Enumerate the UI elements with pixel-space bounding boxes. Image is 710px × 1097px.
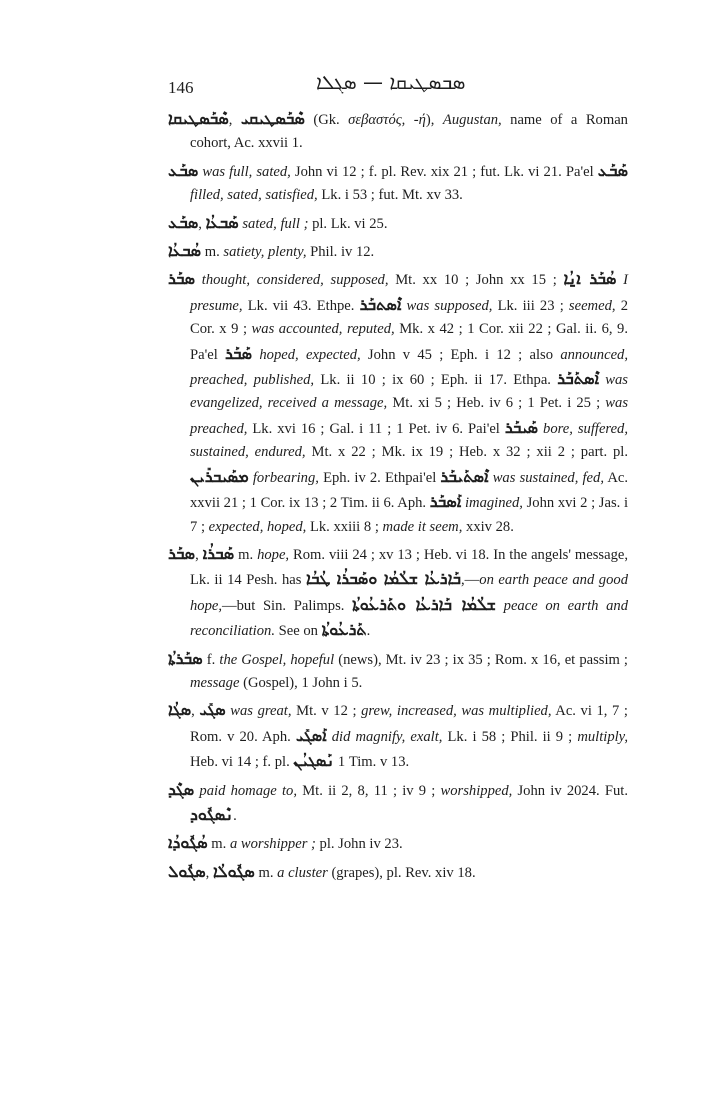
reference-text: . (233, 807, 237, 824)
reference-text: , (198, 215, 206, 232)
english-gloss: a cluster (277, 864, 328, 881)
reference-text: ,— (461, 572, 480, 589)
reference-text: Mt. xi 5 ; Heb. iv 6 ; 1 Pet. i 25 ; (387, 395, 606, 412)
english-gloss: paid homage to, (199, 782, 297, 799)
english-gloss: satiety, plenty, (223, 244, 307, 261)
reference-text: , (205, 864, 213, 881)
dictionary-entry (168, 860, 628, 885)
dictionary-entries (168, 107, 628, 888)
reference-text: m. (207, 836, 230, 853)
english-gloss: filled, sated, satisfied, (190, 187, 318, 204)
reference-text: f. (202, 651, 220, 668)
english-gloss: a worshipper ; (229, 836, 316, 853)
reference-text: , (195, 546, 203, 563)
english-gloss: made it seem, (382, 518, 463, 535)
english-gloss: bore, suffered, sustained, endured, (190, 420, 628, 461)
syriac-headword: ܣܰܒܪܳܐ (202, 543, 235, 563)
english-gloss: imagined, (464, 495, 523, 512)
reference-text: m. (254, 864, 278, 881)
english-gloss: announced, preached, published, (190, 346, 628, 389)
reference-text: xxiv 28. (462, 518, 514, 535)
syriac-headword: ܐܶܣܬܰܝܒܰܪ (440, 466, 489, 486)
syriac-headword: ܬܰܪܥܳܘܬܳܐ (321, 620, 367, 640)
english-gloss: Augustan, (442, 112, 502, 128)
reference-text: (Gospel), 1 John i 5. (239, 674, 363, 691)
reference-text: Lk. xvi 16 ; Gal. i 11 ; 1 Pet. iv 6. Pai'el (247, 420, 505, 437)
english-gloss: was great, (230, 703, 292, 720)
reference-text: Lk. i 53 ; fut. Mt. xv 33. (317, 187, 463, 204)
reference-text: (grapes), pl. Rev. xiv 18. (327, 864, 476, 881)
syriac-headword: ܣܒܰܪܬܳܐ (168, 648, 203, 668)
syriac-headword: ܣܒܰܪ (168, 269, 196, 289)
dictionary-entry (168, 107, 628, 156)
english-gloss: was full, sated, (202, 163, 291, 180)
english-gloss: worshipped, (440, 782, 513, 799)
english-gloss: expected, hoped, (208, 518, 307, 535)
syriac-headword: ܣܓܳܐ (168, 700, 192, 720)
syriac-headword: ܫܠܳܡܳܐ ܒܰܐܪܥܳܐ ܘܬܰܪܥܳܘܬܳܐ (352, 594, 496, 614)
syriac-headword: ܐܶܣܬܰܒܰܪ (557, 369, 599, 389)
syriac-headword: ܣܰܒܰܪ (225, 343, 253, 363)
greek-word: σεβαστός, -ή (348, 112, 426, 128)
english-gloss: multiply, (577, 728, 628, 745)
syriac-headword: ܡܣܰܝܒܪܺܝܢ (190, 466, 249, 486)
english-gloss: grew, increased, was multiplied, (361, 703, 552, 720)
english-gloss: hoped, expected, (259, 346, 361, 363)
syriac-headword: ܣܓܶܕ (168, 779, 195, 799)
syriac-headword: ܣܰܝܒܰܪ (504, 417, 539, 437)
syriac-headword: ܐܶܣܬܒܰܪ (359, 294, 402, 314)
dictionary-entry (168, 778, 628, 829)
english-gloss: was evangelized, received a message, (190, 372, 628, 412)
dictionary-entry (168, 542, 628, 644)
reference-text: —but Sin. Palimps. (222, 597, 353, 614)
english-gloss: on earth peace and good hope, (190, 572, 628, 614)
reference-text: Lk. ii 10 ; ix 60 ; Eph. ii 17. Ethpa. (314, 372, 558, 389)
reference-text: m. (234, 546, 258, 563)
syriac-headword: ܣܳܒܰܪ ܐ̱ܢܳܐ (563, 269, 617, 289)
reference-text: Mt. v 12 ; (291, 703, 362, 720)
english-gloss: was supposed, (406, 297, 493, 314)
reference-text: John vi 12 ; f. pl. Rev. xix 21 ; fut. Lk. vi 21. Pa'el (290, 163, 598, 180)
english-gloss: sated, full ; (242, 215, 309, 232)
syriac-headword: ܣܓܽܘܠ (168, 861, 206, 881)
dictionary-entry (168, 831, 628, 856)
english-gloss: seemed, (568, 297, 616, 314)
reference-text: name of a Roman cohort, Ac. xxvii 1. (190, 112, 628, 152)
syriac-headword: ܣܶܒܰܣܛܝܩܐ (168, 109, 229, 128)
reference-text: , (228, 112, 241, 128)
reference-text: Eph. iv 2. Ethpai'el (318, 469, 441, 486)
reference-text: Mk. x 42 ; 1 Cor. xii 22 ; Gal. ii. 6, 9. Pa'el (190, 321, 628, 363)
english-gloss: was preached, (190, 395, 629, 437)
syriac-headword: ܣܒܰܥ (168, 160, 199, 180)
english-gloss: peace on earth and reconciliation. (190, 597, 628, 640)
dictionary-entry (168, 698, 628, 774)
reference-text: John iv 2024. Fut. (512, 782, 628, 799)
reference-text: pl. Lk. vi 25. (308, 215, 388, 232)
page-number: 146 (168, 78, 194, 97)
reference-text (195, 272, 202, 288)
syriac-headword: ܒܰܐܪܥܳܐ ܫܠܳܡܳܐ ܘܣܰܒܪܳܐ ܛܳܒܳܐ (306, 569, 462, 589)
english-gloss: I presume, (190, 272, 628, 314)
reference-text: (Gk. (304, 112, 349, 128)
syriac-headword: ܐܰܣܒܰܪ (429, 492, 462, 512)
english-gloss: did magnify, exalt, (331, 728, 443, 745)
reference-text: Ac. xxvii 21 ; 1 Cor. ix 13 ; 2 Tim. ii 6. Aph. (190, 469, 628, 512)
dictionary-entry (168, 239, 628, 264)
reference-text: pl. John iv 23. (315, 836, 403, 853)
dictionary-entry (168, 647, 628, 696)
syriac-headword: ܣܒܰܪ (168, 543, 196, 563)
reference-text: Mt. xx 10 ; John xx 15 ; (388, 272, 564, 289)
syriac-headword: ܣܒܰܥ (168, 212, 199, 232)
reference-text: Rom. viii 24 ; xv 13 ; Heb. vi 18. In the angels' message, Lk. ii 14 Pesh. has (190, 546, 628, 589)
reference-text: 2 Cor. x 9 ; (190, 297, 628, 338)
syriac-headword: ܣܓܽܘܠܳܐ (212, 861, 255, 881)
reference-text: Lk. i 58 ; Phil. ii 9 ; (442, 728, 578, 745)
running-title: ܣܒܣܛܝܩܐ — ܣܓܠܐ (316, 70, 466, 94)
reference-text: Ac. vi 1, 7 ; Rom. v 20. Aph. (190, 703, 628, 745)
syriac-headword: ܣܰܒܥܳܐ (205, 212, 239, 232)
reference-text: John xvi 2 ; Jas. i 7 ; (190, 495, 629, 535)
syriac-headword: ܣܳܒܥܳܐ (168, 241, 202, 261)
reference-text: 1 Tim. v 13. (334, 754, 410, 771)
english-gloss: was accounted, reputed, (251, 321, 395, 338)
syriac-headword: ܢܶܣܓܽܘܕ (190, 804, 234, 824)
english-gloss: thought, considered, supposed, (201, 272, 389, 289)
syriac-headword: ܢܰܣܓܝܳܢ (293, 751, 335, 771)
reference-text: , (191, 703, 200, 720)
english-gloss: forbearing, (252, 469, 319, 486)
dictionary-entry (168, 211, 628, 236)
reference-text: See on (274, 623, 322, 640)
reference-text: Lk. iii 23 ; (492, 297, 569, 314)
reference-text: Lk. xxiii 8 ; (306, 518, 383, 535)
reference-text: (news), Mt. iv 23 ; ix 35 ; Rom. x 16, et passim ; (334, 651, 628, 668)
syriac-headword: ܣܓܺܝ (199, 700, 226, 720)
reference-text: Heb. vi 14 ; f. pl. (190, 754, 294, 771)
reference-text (496, 598, 504, 614)
english-gloss: message (190, 674, 240, 691)
reference-text: Mt. ii 2, 8, 11 ; iv 9 ; (296, 782, 441, 799)
english-gloss: hope, (257, 546, 290, 563)
english-gloss: was sustained, fed, (492, 469, 604, 486)
reference-text: Mt. x 22 ; Mk. ix 19 ; Heb. x 32 ; xii 2 ; part. pl. (305, 444, 629, 461)
page-header (168, 66, 624, 106)
reference-text: ), (425, 112, 443, 128)
syriac-headword: ܣܰܒܰܥ (597, 160, 628, 180)
english-gloss: the Gospel, hopeful (219, 651, 335, 668)
reference-text: Lk. vii 43. Ethpe. (242, 297, 360, 314)
syriac-headword: ܣܳܓܽܘܕܳܐ (168, 833, 208, 853)
reference-text: John v 45 ; Eph. i 12 ; also (360, 346, 561, 363)
syriac-headword: ܣܶܒܰܣܛܝܩܝ (240, 109, 305, 128)
reference-text: m. (201, 244, 224, 261)
dictionary-entry (168, 267, 628, 538)
reference-text: Phil. iv 12. (306, 244, 375, 261)
syriac-headword: ܐܰܣܓܺܝ (295, 725, 327, 745)
reference-text: . (366, 623, 371, 640)
dictionary-entry (168, 159, 628, 208)
